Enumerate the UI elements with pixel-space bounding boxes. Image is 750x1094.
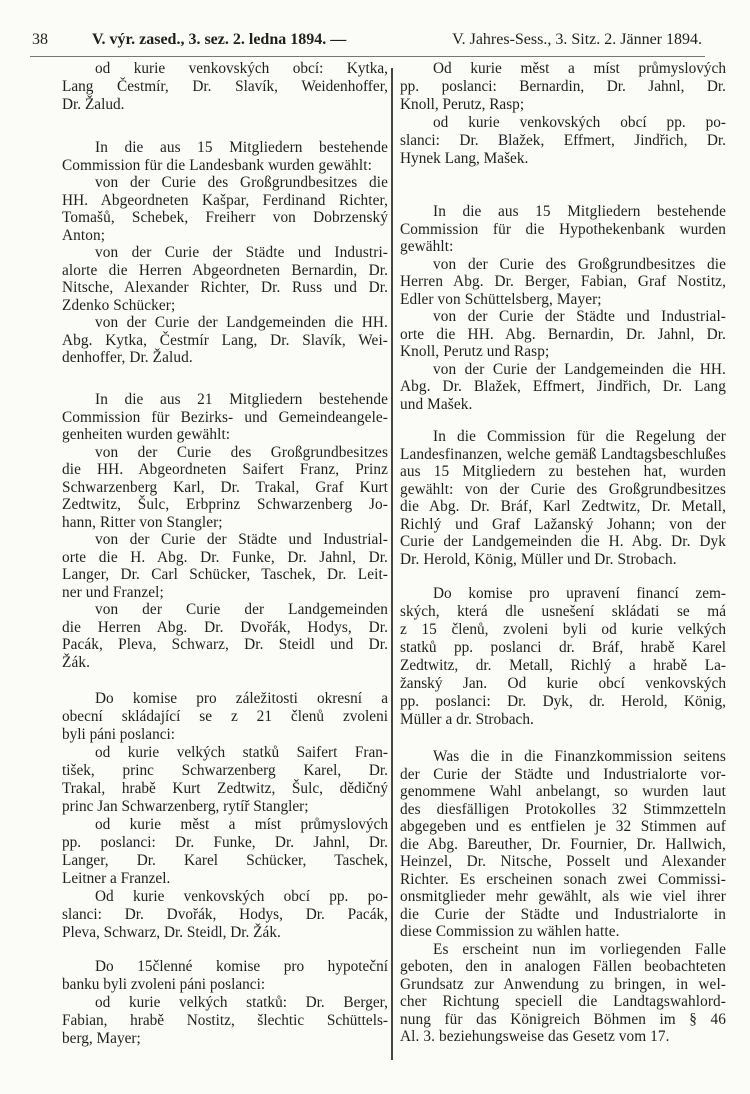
header-rule [30,56,705,57]
text-line: Grundsatz zur Anwendung zu bringen, in wel- [400,975,726,993]
text-line: von der Curie der Städte und Industrial- [95,531,388,548]
text-line: Heinzel, Dr. Nitsche, Posselt und Alexander [400,853,726,870]
text-line: ner und Franzel; [62,583,164,601]
text-line: In die aus 21 Mitgliedern bestehende [95,391,388,408]
text-line: Tomašů, Schebek, Freiherr von Dobrzenský [62,209,388,226]
left-paragraph-bezirks-commission-de [62,391,388,671]
text-line: slanci: Dr. Dvořák, Hodys, Dr. Pacák, [62,906,388,923]
text-line: princ Jan Schwarzenberg, rytíř Stangler; [62,798,309,815]
text-line: orte die H. Abg. Dr. Funke, Dr. Jahnl, Dr. [62,548,388,566]
text-line: z 15 členů, zvoleni byli od kurie velkých [400,621,726,638]
running-header [32,31,702,51]
text-line: Do komise pro upravení financí zem- [433,585,726,602]
text-line: gewählt: von der Curie des Großgrundbesitzes [400,480,726,498]
text-line: Nitsche, Alexander Richter, Dr. Russ und Dr. [62,279,388,296]
text-line: denhoffer, Dr. Žalud. [62,349,193,366]
text-line: Langer, Dr. Karel Schücker, Taschek, [62,852,388,869]
text-line: Dr. Žalud. [62,96,125,113]
text-line: von der Curie der Landgemeinden die HH. [95,314,388,331]
text-line: Knoll, Perutz und Rasp; [400,343,550,360]
text-line: statků pp. poslanci dr. Bráf, hrabě Karel [400,639,726,656]
text-line: Langer, Dr. Carl Schücker, Taschek, Dr. Leit- [62,566,388,583]
text-line: Schwarzenberg Karl, Dr. Trakal, Graf Kurt [62,478,388,496]
text-line: Commission für die Landesbank wurden gewählt: [62,156,372,174]
text-line: obecní skládající se z 21 členů zvoleni [62,708,388,725]
text-line: In die aus 15 Mitgliedern bestehende [95,139,388,156]
text-line: des diesfälligen Protokolles 32 Stimmzetteln [400,800,726,818]
text-line: od kurie venkovských obcí pp. po- [433,114,726,131]
text-line: od kurie venkovských obcí: Kytka, [95,60,388,77]
text-line: Anton; [62,226,106,244]
text-line: slanci: Dr. Blažek, Effmert, Jindřich, Dr. [400,132,726,149]
text-line: Abg. Dr. Blažek, Effmert, Jindřich, Dr. Lang [400,378,726,395]
text-line: pp. poslanci: Dr. Funke, Dr. Jahnl, Dr. [62,834,388,851]
text-line: In die aus 15 Mitgliedern bestehende [433,203,726,220]
text-line: der Curie der Städte und Industrialorte vor- [400,765,726,783]
text-line: Zdenko Schücker; [62,296,176,314]
right-paragraph-hypothekenbank-de [400,203,726,413]
text-line: nung für das Königreich Böhmen im § 46 [400,1010,726,1028]
text-line: die Abg. Dr. Bráf, Karl Zedtwitz, Dr. Metall, [400,498,726,515]
text-line: geboten, den in analogen Fällen beobachteten [400,958,726,975]
right-paragraph-landesfinanzen-de [400,428,726,568]
text-line: Es erscheint nun im vorliegenden Falle [433,940,726,958]
text-line: onsmitglieder mehr gewählt, als wie viel ihrer [400,888,726,905]
text-line: Do 15členné komise pro hypoteční [95,958,388,975]
text-line: die Abg. Bareuther, Dr. Fournier, Dr. Hallwich, [400,835,726,853]
text-line: alorte die Herren Abgeordneten Bernardin, Dr. [62,261,388,279]
text-line: berg, Mayer; [62,1030,141,1047]
text-line: pp. poslanci: Bernardin, Dr. Jahnl, Dr. [400,78,726,95]
text-line: genheiten wurden gewählt: [62,426,231,443]
text-line: banku byli zvoleni páni poslanci: [62,976,266,993]
text-line: Od kurie venkovských obcí pp. po- [95,888,388,905]
text-line: hann, Ritter von Stangler; [62,513,223,531]
right-paragraph-kurie-mest [400,60,726,168]
text-line: abgegeben und es entfielen je 32 Stimmen auf [400,818,726,835]
text-line: Müller a dr. Strobach. [400,711,534,728]
left-paragraph-hypotecni-banka-cz [62,958,388,1048]
text-line: von der Curie der Städte und Industri- [95,244,388,261]
text-line: od kurie měst a míst průmyslových [95,816,388,833]
left-paragraph-komise-okresni-cz [62,690,388,942]
text-line: Zedtwitz, Šulc, Erbprinz Schwarzenberg Jo- [62,496,388,513]
left-paragraph-landesbank-de [62,139,388,367]
text-line: von der Curie der Städte und Industrial- [433,308,726,325]
column-divider [391,68,393,1060]
text-line: Pleva, Schwarz, Dr. Steidl, Dr. Žák. [62,924,281,941]
text-line: In die Commission für die Regelung der [433,428,726,445]
text-line: Was die in die Finanzkommission seitens [433,748,726,765]
text-line: cher Richtung speciell die Landtagswahlord- [400,993,726,1010]
text-line: Trakal, hrabě Kurt Zedtwitz, Šulc, dědičný [62,780,388,797]
text-line: gewählt: [400,238,454,255]
text-line: Knoll, Perutz, Rasp; [400,96,525,113]
text-line: byli páni poslanci: [62,726,176,743]
text-line: die Herren Abg. Dr. Dvořák, Hodys, Dr. [62,618,388,636]
text-line: aus 15 Mitgliedern zu bestehen hat, wurden [400,463,726,480]
text-line: tišek, princ Schwarzenberg Karel, Dr. [62,762,388,779]
text-line: die HH. Abgeordneten Saifert Franz, Prinz [62,461,388,478]
text-line: od kurie velkých statků Saifert Fran- [95,744,388,761]
text-line: von der Curie der Landgemeinden die HH. [433,360,726,378]
text-line: Abg. Kytka, Čestmír Lang, Dr. Slavík, Wei- [62,331,388,349]
text-line: ských, která dle usnešení skládati se má [400,603,726,620]
right-paragraph-financi-zemskych-cz [400,585,726,729]
text-line: Do komise pro záležitosti okresní a [95,690,388,707]
text-line: Pacák, Pleva, Schwarz, Dr. Steidl und Dr. [62,636,388,653]
text-line: od kurie velkých statků: Dr. Berger, [95,994,388,1011]
text-line: von der Curie der Landgemeinden [95,601,388,618]
page-number: 38 [32,31,48,48]
text-line: Curie der Landgemeinden die H. Abg. Dr. Dyk [400,533,726,550]
text-line: Herren Abg. Dr. Berger, Fabian, Graf Nostitz, [400,273,726,290]
text-line: Richlý und Graf Lažanský Johann; von der [400,515,726,533]
text-line: Dr. Herold, König, Müller und Dr. Strobach. [400,550,677,568]
text-line: und Mašek. [400,395,473,413]
text-line: HH. Abgeordneten Kašpar, Ferdinand Richter, [62,191,388,209]
text-line: von der Curie des Großgrundbesitzes die [433,255,726,273]
text-line: Leitner a Franzel. [62,870,171,887]
right-paragraph-finanzkommission-de [400,748,726,1046]
text-line: Hynek Lang, Mašek. [400,150,529,167]
text-line: die Curie der Städte und Industrialorte in [400,905,726,923]
text-line: Lang Čestmír, Dr. Slavík, Weidenhoffer, [62,78,388,95]
running-title [92,31,702,49]
text-line: Zedtwitz, dr. Metall, Richlý a hrabě La- [400,657,726,674]
text-line: žanský Jan. Od kurie obcí venkovských [400,675,726,692]
text-line: orte die HH. Abg. Bernardin, Dr. Jahnl, Dr. [400,325,726,343]
text-line: Od kurie měst a míst průmyslových [433,60,726,77]
running-title-german: V. Jahres-Sess., 3. Sitz. 2. Jänner 1894. [452,31,702,48]
text-line: Richter. Es erscheinen sonach zwei Commissi- [400,870,726,888]
text-line: diese Commission zu wählen hatte. [400,923,620,940]
text-line: genommene Wahl anbelangt, so wurden laut [400,783,726,800]
text-line: pp. poslanci: Dr. Dyk, dr. Herold, König, [400,693,726,710]
running-title-czech: V. výr. zased., 3. sez. 2. ledna 1894. — [92,31,347,48]
text-line: Commission für Bezirks- und Gemeindeangele- [62,408,388,426]
text-line: Edler von Schüttelsberg, Mayer; [400,290,602,308]
left-paragraph-kurie-venkovskych [62,60,388,114]
text-line: Commission für die Hypothekenbank wurden [400,220,726,238]
text-line: Žák. [62,653,91,671]
text-line: Landesfinanzen, welche gemäß Landtagsbeschlußes [400,445,726,463]
text-line: Fabian, hrabě Nostitz, šlechtic Schüttels- [62,1012,388,1029]
text-line: von der Curie des Großgrundbesitzes die [95,174,388,191]
text-line: Al. 3. beziehungsweise das Gesetz vom 17. [400,1028,670,1045]
text-line: von der Curie des Großgrundbesitzes [95,443,388,461]
